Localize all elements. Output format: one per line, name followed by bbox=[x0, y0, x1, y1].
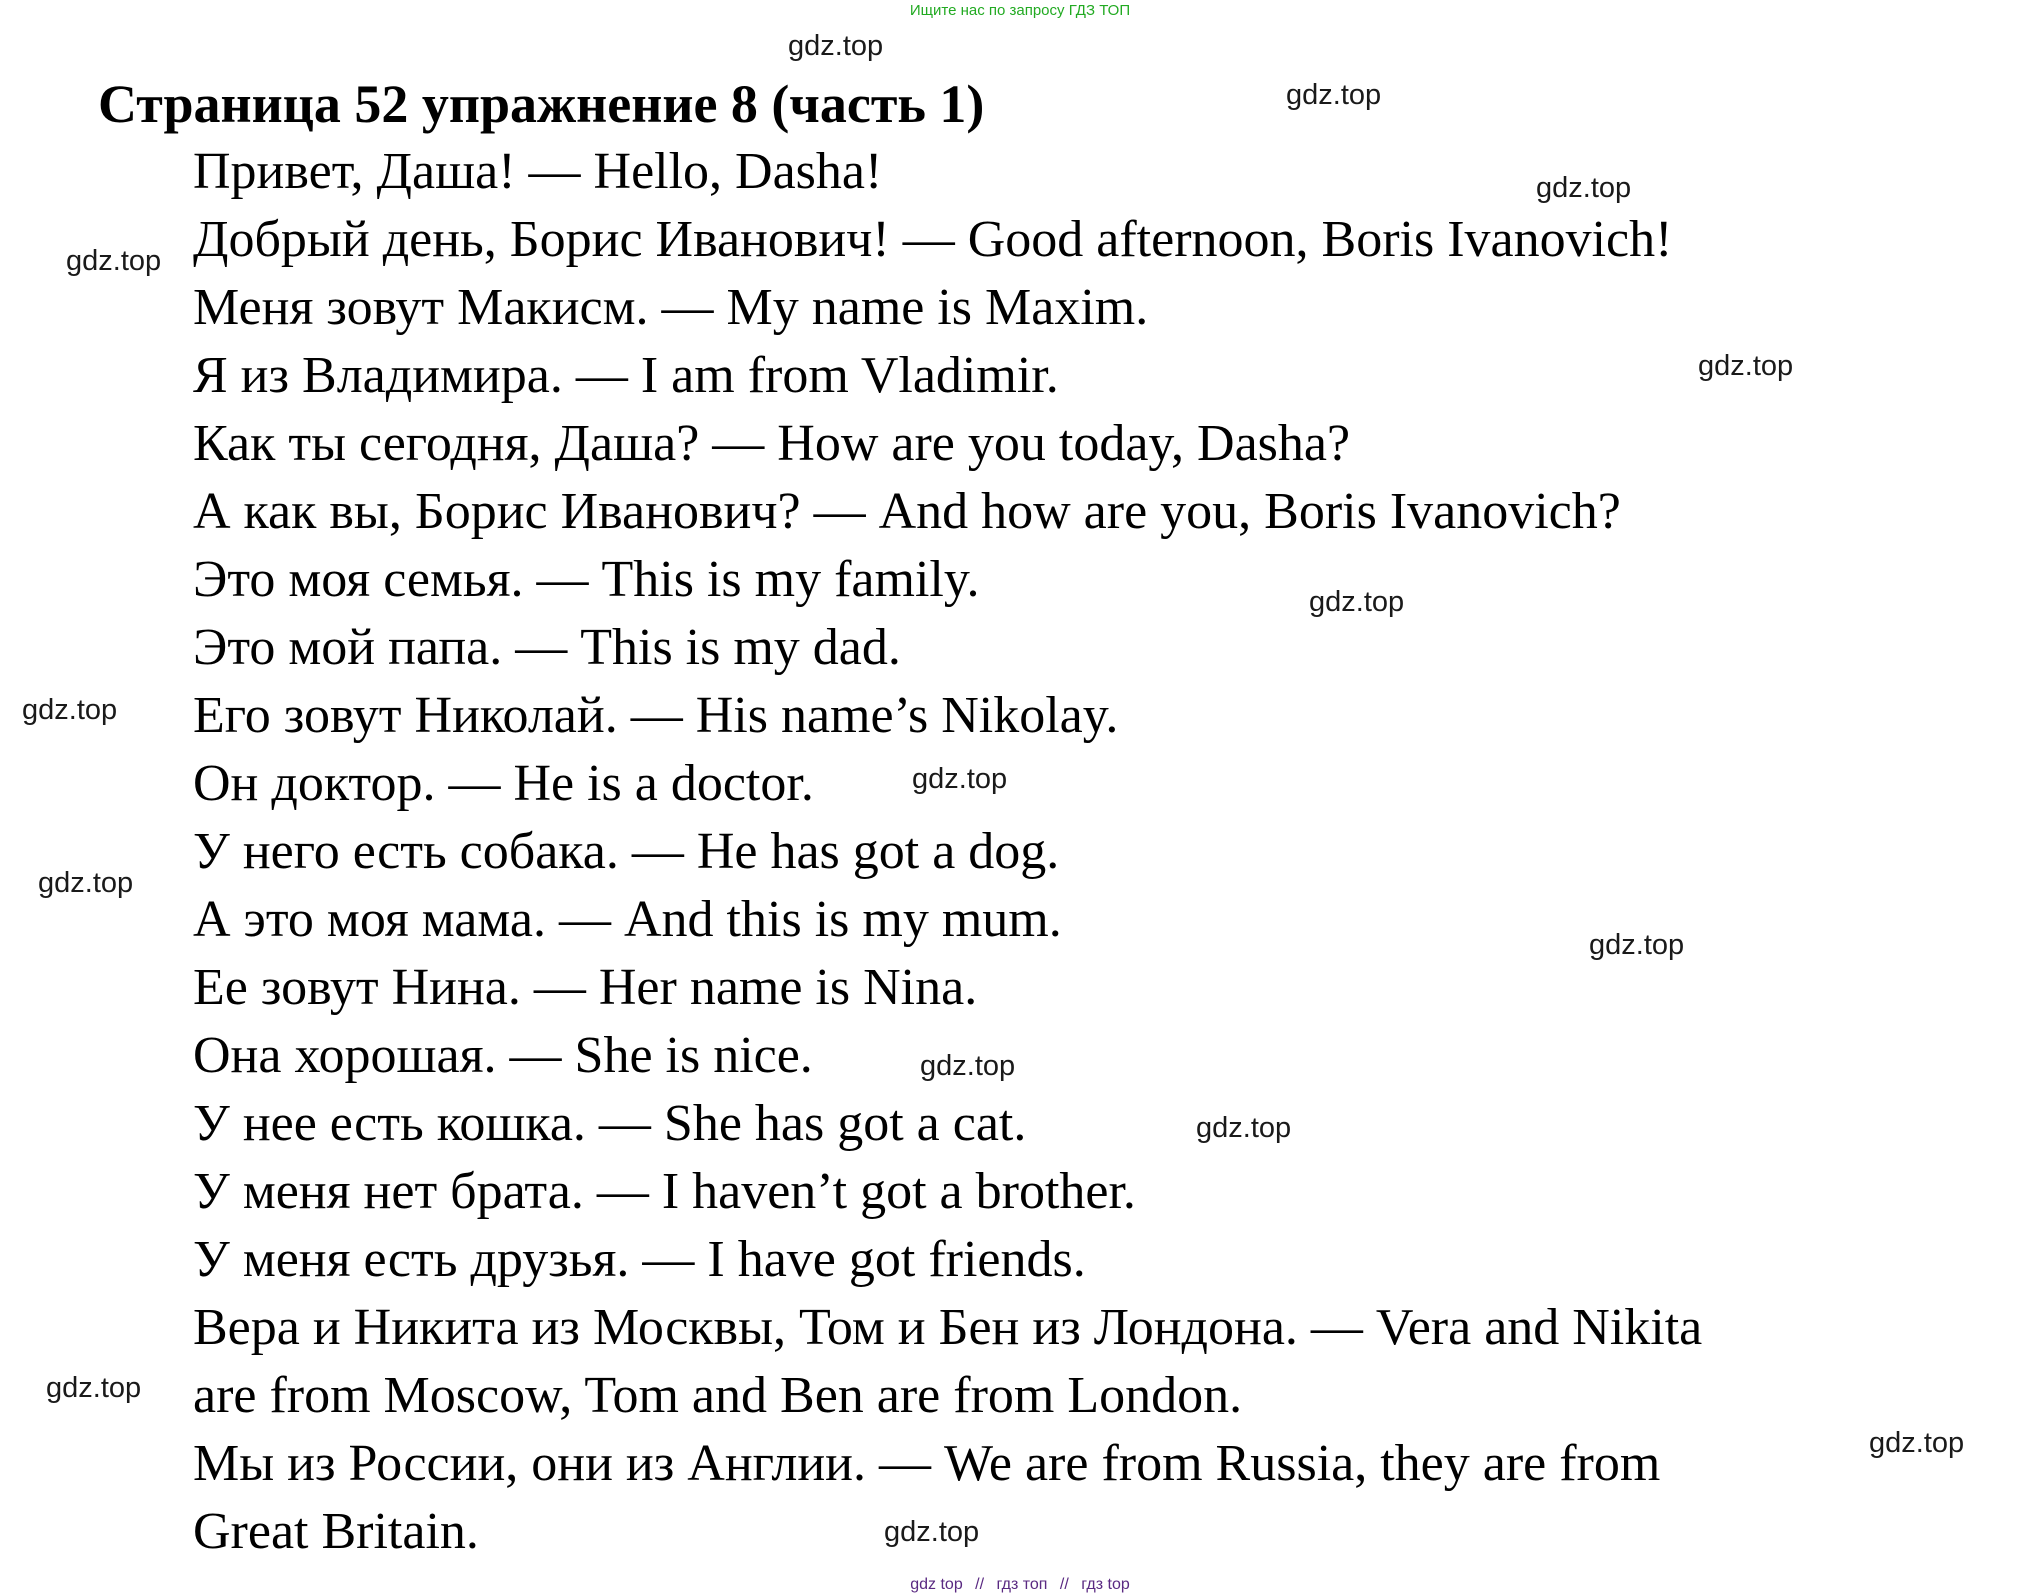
text-line: А это моя мама. — And this is my mum. bbox=[193, 891, 1062, 948]
watermark: gdz.top bbox=[1698, 350, 1794, 382]
exercise-text bbox=[193, 138, 1953, 1566]
text-line: Great Britain. bbox=[193, 1503, 479, 1560]
text-line: У меня есть друзья. — I have got friends. bbox=[193, 1231, 1086, 1288]
text-line: У меня нет брата. — I haven’t got a brother. bbox=[193, 1163, 1136, 1220]
watermark: gdz.top bbox=[1589, 929, 1685, 961]
text-line: Вера и Никита из Москвы, Том и Бен из Лондона. — Vera and Nikita bbox=[193, 1299, 1703, 1356]
footer-separator: // bbox=[1059, 1576, 1069, 1593]
footer-separator: // bbox=[975, 1576, 985, 1593]
text-line: Привет, Даша! — Hello, Dasha! bbox=[193, 143, 883, 200]
text-line: Она хорошая. — She is nice. bbox=[193, 1027, 813, 1084]
text-line: Добрый день, Борис Иванович! — Good afternoon, Boris Ivanovich! bbox=[193, 211, 1673, 268]
text-line: Это моя семья. — This is my family. bbox=[193, 551, 980, 608]
watermark: gdz.top bbox=[46, 1372, 142, 1404]
text-line: Я из Владимира. — I am from Vladimir. bbox=[193, 347, 1059, 404]
text-line: У нее есть кошка. — She has got a cat. bbox=[193, 1095, 1027, 1152]
footer-link-3[interactable]: гдз top bbox=[1081, 1576, 1130, 1593]
watermark: gdz.top bbox=[912, 763, 1008, 795]
text-line: Это мой папа. — This is my dad. bbox=[193, 619, 901, 676]
watermark: gdz.top bbox=[38, 867, 134, 899]
text-line: Мы из России, они из Англии. — We are from Russia, they are from bbox=[193, 1435, 1661, 1492]
watermark: gdz.top bbox=[884, 1516, 980, 1548]
text-line: Как ты сегодня, Даша? — How are you today, Dasha? bbox=[193, 415, 1351, 472]
footer bbox=[0, 1576, 2040, 1594]
text-line: Он доктор. — He is a doctor. bbox=[193, 755, 814, 812]
footer-link-1[interactable]: gdz top bbox=[910, 1576, 963, 1593]
watermark: gdz.top bbox=[1286, 79, 1382, 111]
watermark: gdz.top bbox=[66, 245, 162, 277]
watermark: gdz.top bbox=[1869, 1427, 1965, 1459]
page-title: Страница 52 упражнение 8 (часть 1) bbox=[98, 74, 985, 134]
top-banner: Ищите нас по запросу ГДЗ ТОП bbox=[909, 2, 1131, 19]
text-line: Его зовут Николай. — His name’s Nikolay. bbox=[193, 687, 1119, 744]
text-line: У него есть собака. — He has got a dog. bbox=[193, 823, 1060, 880]
watermark: gdz.top bbox=[788, 30, 884, 62]
text-line: are from Moscow, Tom and Ben are from London. bbox=[193, 1367, 1243, 1424]
text-line: А как вы, Борис Иванович? — And how are you, Boris Ivanovich? bbox=[193, 483, 1621, 540]
watermark: gdz.top bbox=[1196, 1112, 1292, 1144]
watermark: gdz.top bbox=[22, 694, 118, 726]
watermark: gdz.top bbox=[1309, 586, 1405, 618]
footer-link-2[interactable]: гдз топ bbox=[996, 1576, 1048, 1593]
text-line: Меня зовут Макисм. — My name is Maxim. bbox=[193, 279, 1149, 336]
text-line: Ее зовут Нина. — Her name is Nina. bbox=[193, 959, 978, 1016]
watermark: gdz.top bbox=[920, 1050, 1016, 1082]
watermark: gdz.top bbox=[1536, 172, 1632, 204]
